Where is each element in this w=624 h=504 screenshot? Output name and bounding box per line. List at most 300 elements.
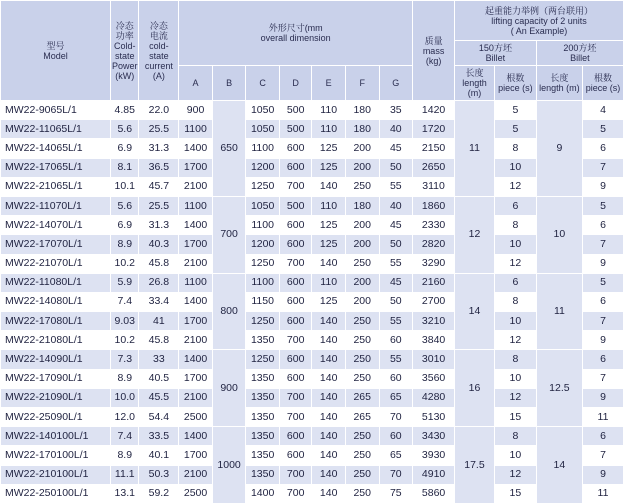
dim-c-cell: 1250 [246,350,280,369]
power-cell: 7.4 [111,292,139,311]
dim-e-cell: 140 [312,369,346,388]
power-cell: 7.3 [111,350,139,369]
model-cell: MW22-250100L/1 [1,484,111,503]
pieces150-cell: 10 [494,446,536,465]
dim-g-cell: 55 [379,350,413,369]
dim-a-cell: 1400 [179,139,213,158]
dim-d-cell: 600 [279,312,312,331]
dim-c-cell: 1100 [246,273,280,292]
dim-f-cell: 265 [345,408,379,427]
power-cell: 10.2 [111,331,139,350]
dim-d-cell: 600 [279,350,312,369]
dim-f-cell: 200 [345,235,379,254]
dim-g-cell: 50 [379,158,413,177]
dim-f-cell: 250 [345,427,379,446]
dim-d-cell: 500 [279,196,312,215]
dim-e-cell: 110 [312,196,346,215]
mass-cell: 5860 [413,484,455,503]
mass-cell: 3210 [413,312,455,331]
dim-f-cell: 250 [345,465,379,484]
mass-cell: 4910 [413,465,455,484]
table-row [1,216,624,235]
dim-c-cell: 1100 [246,139,280,158]
pieces200-cell: 11 [582,408,623,427]
power-cell: 8.1 [111,158,139,177]
dim-f-cell: 200 [345,216,379,235]
length200-header [536,66,582,101]
dim-a-cell: 1700 [179,158,213,177]
table-row [1,292,624,311]
dim-header-d: D [279,66,312,101]
model-cell: MW22-14065L/1 [1,139,111,158]
dim-d-cell: 600 [279,427,312,446]
dim-e-cell: 140 [312,312,346,331]
mass-cell: 4280 [413,388,455,407]
pieces200-cell: 6 [582,350,623,369]
table-row [1,235,624,254]
power-cell: 13.1 [111,484,139,503]
model-cell: MW22-17090L/1 [1,369,111,388]
dim-g-cell: 55 [379,312,413,331]
pieces150-cell: 8 [494,350,536,369]
current-cell: 59.2 [139,484,179,503]
dim-e-cell: 140 [312,388,346,407]
power-cell: 8.9 [111,235,139,254]
dim-c-cell: 1250 [246,254,280,273]
mass-cell: 3560 [413,369,455,388]
length150-cell: 16 [455,350,495,427]
current-cell: 45.7 [139,177,179,196]
pieces150-cell: 10 [494,369,536,388]
dim-c-cell: 1050 [246,101,280,120]
billet150-header-en: Billet [485,53,506,63]
power-cell: 5.6 [111,196,139,215]
lifting-header-en: lifting capacity of 2 units ( An Example) [491,15,587,36]
dim-a-cell: 2100 [179,465,213,484]
table-row [1,196,624,215]
dim-f-cell: 200 [345,273,379,292]
length200-cell: 11 [536,273,582,350]
length150-cell: 11 [455,101,495,197]
mass-cell: 2700 [413,292,455,311]
table-row [1,408,624,427]
dim-c-cell: 1350 [246,408,280,427]
pieces200-header [582,66,623,101]
current-cell: 33 [139,350,179,369]
dim-e-cell: 140 [312,331,346,350]
dim-a-cell: 1700 [179,369,213,388]
dim-c-cell: 1400 [246,484,280,503]
dimension-header-en: overall dimension [260,33,331,43]
pieces200-header-zh: 根数 [593,73,612,83]
dim-d-cell: 600 [279,139,312,158]
pieces150-cell: 8 [494,216,536,235]
table-row [1,484,624,503]
pieces150-cell: 15 [494,484,536,503]
current-cell: 40.3 [139,235,179,254]
length150-cell: 17.5 [455,427,495,504]
dim-f-cell: 180 [345,101,379,120]
dim-e-cell: 140 [312,350,346,369]
mass-cell: 2160 [413,273,455,292]
table-row [1,465,624,484]
mass-cell: 3290 [413,254,455,273]
dim-e-cell: 125 [312,235,346,254]
length150-cell: 12 [455,196,495,273]
table-row [1,446,624,465]
dim-b-cell: 900 [212,350,246,427]
length200-cell: 12.5 [536,350,582,427]
pieces150-cell: 12 [494,388,536,407]
dim-e-cell: 140 [312,408,346,427]
dim-f-cell: 250 [345,331,379,350]
model-cell: MW22-14080L/1 [1,292,111,311]
power-cell: 5.6 [111,120,139,139]
dim-g-cell: 60 [379,331,413,350]
dim-d-cell: 700 [279,331,312,350]
dim-f-cell: 180 [345,120,379,139]
mass-cell: 3430 [413,427,455,446]
dim-g-cell: 40 [379,120,413,139]
table-row [1,273,624,292]
pieces200-cell: 6 [582,427,623,446]
current-cell: 45.5 [139,388,179,407]
dim-c-cell: 1100 [246,216,280,235]
dim-e-cell: 140 [312,484,346,503]
pieces150-cell: 12 [494,331,536,350]
dim-g-cell: 70 [379,408,413,427]
pieces200-cell: 5 [582,120,623,139]
model-cell: MW22-11065L/1 [1,120,111,139]
length150-header [455,66,495,101]
model-cell: MW22-9065L/1 [1,101,111,120]
power-header [111,1,139,101]
dim-g-cell: 50 [379,292,413,311]
dim-d-cell: 600 [279,292,312,311]
pieces200-cell: 5 [582,273,623,292]
pieces200-cell: 9 [582,331,623,350]
dim-d-cell: 700 [279,484,312,503]
dim-g-cell: 45 [379,139,413,158]
dim-a-cell: 1400 [179,350,213,369]
pieces150-cell: 6 [494,273,536,292]
dim-f-cell: 200 [345,139,379,158]
dim-f-cell: 250 [345,312,379,331]
dim-g-cell: 45 [379,273,413,292]
dim-a-cell: 2100 [179,177,213,196]
dim-c-cell: 1150 [246,292,280,311]
mass-cell: 1720 [413,120,455,139]
current-cell: 41 [139,312,179,331]
dim-f-cell: 250 [345,484,379,503]
dim-g-cell: 60 [379,427,413,446]
current-cell: 54.4 [139,408,179,427]
power-cell: 10.2 [111,254,139,273]
model-cell: MW22-17080L/1 [1,312,111,331]
current-cell: 26.8 [139,273,179,292]
dim-d-cell: 700 [279,177,312,196]
current-cell: 50.3 [139,465,179,484]
table-row [1,120,624,139]
pieces200-cell: 7 [582,158,623,177]
mass-cell: 3110 [413,177,455,196]
dim-d-cell: 600 [279,369,312,388]
dim-header-g: G [379,66,413,101]
mass-cell: 3930 [413,446,455,465]
model-cell: MW22-21070L/1 [1,254,111,273]
power-cell: 5.9 [111,273,139,292]
dim-e-cell: 110 [312,101,346,120]
model-cell: MW22-11080L/1 [1,273,111,292]
dim-header-a: A [179,66,213,101]
dim-a-cell: 1100 [179,120,213,139]
pieces150-header-zh: 根数 [506,73,525,83]
length200-cell: 10 [536,196,582,273]
dim-header-f: F [345,66,379,101]
pieces150-header [494,66,536,101]
power-header-zh: 冷态 功率 [115,20,134,41]
current-cell: 25.5 [139,120,179,139]
dim-d-cell: 700 [279,465,312,484]
dim-d-cell: 600 [279,158,312,177]
dim-d-cell: 700 [279,388,312,407]
power-cell: 7.4 [111,427,139,446]
dim-c-cell: 1250 [246,312,280,331]
mass-header [413,1,455,101]
dim-d-cell: 600 [279,235,312,254]
lifting-header [455,1,624,41]
dim-a-cell: 1700 [179,235,213,254]
dim-f-cell: 250 [345,254,379,273]
dimension-header [179,1,413,66]
dim-e-cell: 140 [312,446,346,465]
dim-c-cell: 1350 [246,427,280,446]
dim-header-c: C [246,66,280,101]
power-cell: 8.9 [111,369,139,388]
dim-g-cell: 55 [379,177,413,196]
billet150-header-zh: 150方坯 [478,43,512,53]
current-cell: 45.8 [139,331,179,350]
model-cell: MW22-21065L/1 [1,177,111,196]
length150-header-zh: 长度 [465,68,484,78]
pieces200-cell: 7 [582,312,623,331]
current-cell: 33.4 [139,292,179,311]
dim-f-cell: 200 [345,292,379,311]
dim-header-b: B [212,66,246,101]
model-cell: MW22-14070L/1 [1,216,111,235]
dim-c-cell: 1050 [246,196,280,215]
dim-g-cell: 50 [379,235,413,254]
dim-f-cell: 180 [345,196,379,215]
pieces200-cell: 9 [582,388,623,407]
mass-cell: 2330 [413,216,455,235]
model-cell: MW22-140100L/1 [1,427,111,446]
billet200-header-en: Billet [570,53,590,63]
dim-e-cell: 140 [312,465,346,484]
dim-a-cell: 2500 [179,484,213,503]
pieces200-cell: 9 [582,177,623,196]
dim-g-cell: 40 [379,196,413,215]
billet150-header [455,41,537,66]
model-cell: MW22-210100L/1 [1,465,111,484]
model-cell: MW22-21080L/1 [1,331,111,350]
dim-g-cell: 55 [379,254,413,273]
current-cell: 31.3 [139,139,179,158]
model-header-zh: 型号 [46,40,65,51]
pieces200-cell: 9 [582,465,623,484]
mass-cell: 3010 [413,350,455,369]
dim-f-cell: 200 [345,158,379,177]
current-cell: 40.5 [139,369,179,388]
dim-d-cell: 600 [279,216,312,235]
model-cell: MW22-17065L/1 [1,158,111,177]
current-cell: 25.5 [139,196,179,215]
dim-a-cell: 2100 [179,331,213,350]
power-cell: 8.9 [111,446,139,465]
model-cell: MW22-11070L/1 [1,196,111,215]
table-row [1,312,624,331]
dim-c-cell: 1050 [246,120,280,139]
pieces200-cell: 4 [582,101,623,120]
pieces150-cell: 12 [494,177,536,196]
power-cell: 10.1 [111,177,139,196]
dimension-header-zh: 外形尺寸(mm [268,23,323,33]
dim-e-cell: 140 [312,254,346,273]
power-cell: 10.0 [111,388,139,407]
table-row [1,158,624,177]
length200-cell: 14 [536,427,582,504]
dim-c-cell: 1350 [246,369,280,388]
length200-header-en: length (m) [539,83,580,93]
length200-cell: 9 [536,101,582,197]
mass-cell: 5130 [413,408,455,427]
current-cell: 33.5 [139,427,179,446]
pieces150-cell: 5 [494,120,536,139]
dim-c-cell: 1200 [246,235,280,254]
table-row [1,388,624,407]
power-cell: 11.1 [111,465,139,484]
dim-b-cell: 1000 [212,427,246,504]
mass-cell: 1860 [413,196,455,215]
billet200-header-zh: 200方坯 [563,43,597,53]
pieces150-header-en: piece (s) [498,83,533,93]
model-cell: MW22-21090L/1 [1,388,111,407]
length150-cell: 14 [455,273,495,350]
dim-d-cell: 600 [279,273,312,292]
dim-a-cell: 1700 [179,312,213,331]
pieces200-cell: 7 [582,446,623,465]
dim-b-cell: 700 [212,196,246,273]
dim-g-cell: 65 [379,446,413,465]
model-cell: MW22-17070L/1 [1,235,111,254]
table-row [1,177,624,196]
pieces150-cell: 8 [494,427,536,446]
mass-cell: 1420 [413,101,455,120]
length200-header-zh: 长度 [550,73,569,83]
billet200-header [536,41,623,66]
dim-d-cell: 700 [279,408,312,427]
dim-e-cell: 125 [312,139,346,158]
dim-d-cell: 600 [279,446,312,465]
current-cell: 31.3 [139,216,179,235]
power-cell: 6.9 [111,139,139,158]
pieces150-cell: 5 [494,101,536,120]
table-row [1,254,624,273]
table-row [1,139,624,158]
dim-f-cell: 250 [345,350,379,369]
pieces150-cell: 15 [494,408,536,427]
model-header-en: Model [43,50,68,61]
pieces200-cell: 7 [582,369,623,388]
current-header-zh: 冷态 电流 [149,20,168,41]
dim-a-cell: 1700 [179,446,213,465]
dim-f-cell: 250 [345,446,379,465]
power-header-en: Cold- state Power (kW) [112,40,138,81]
dim-e-cell: 125 [312,292,346,311]
mass-cell: 2650 [413,158,455,177]
current-header-en: cold-state current (A) [144,40,173,81]
dim-e-cell: 110 [312,273,346,292]
dim-a-cell: 1100 [179,273,213,292]
mass-cell: 2150 [413,139,455,158]
dim-a-cell: 1400 [179,292,213,311]
dim-d-cell: 500 [279,120,312,139]
current-cell: 36.5 [139,158,179,177]
dim-a-cell: 1400 [179,427,213,446]
dim-g-cell: 60 [379,369,413,388]
dim-e-cell: 140 [312,177,346,196]
model-cell: MW22-170100L/1 [1,446,111,465]
dim-g-cell: 75 [379,484,413,503]
dim-c-cell: 1350 [246,446,280,465]
dim-c-cell: 1350 [246,465,280,484]
dim-g-cell: 45 [379,216,413,235]
pieces200-cell: 9 [582,254,623,273]
dim-a-cell: 900 [179,101,213,120]
dim-b-cell: 650 [212,101,246,197]
pieces200-cell: 7 [582,235,623,254]
dim-g-cell: 70 [379,465,413,484]
mass-header-zh: 质量 [424,35,443,46]
current-cell: 40.1 [139,446,179,465]
pieces150-cell: 8 [494,292,536,311]
dim-header-e: E [312,66,346,101]
pieces200-cell: 6 [582,292,623,311]
power-cell: 6.9 [111,216,139,235]
pieces150-cell: 10 [494,158,536,177]
table-row [1,350,624,369]
pieces150-cell: 6 [494,196,536,215]
table-row [1,369,624,388]
length150-header-en: length (m) [462,78,487,98]
dim-g-cell: 35 [379,101,413,120]
current-cell: 22.0 [139,101,179,120]
pieces200-header-en: piece (s) [585,83,621,93]
dim-e-cell: 125 [312,158,346,177]
dim-f-cell: 265 [345,388,379,407]
dim-a-cell: 2100 [179,254,213,273]
pieces200-cell: 5 [582,196,623,215]
pieces150-cell: 8 [494,139,536,158]
power-cell: 12.0 [111,408,139,427]
dim-a-cell: 1100 [179,196,213,215]
table-row [1,427,624,446]
dim-e-cell: 125 [312,216,346,235]
pieces150-cell: 10 [494,312,536,331]
dim-c-cell: 1250 [246,177,280,196]
dim-e-cell: 140 [312,427,346,446]
mass-header-en: mass (kg) [422,45,445,66]
